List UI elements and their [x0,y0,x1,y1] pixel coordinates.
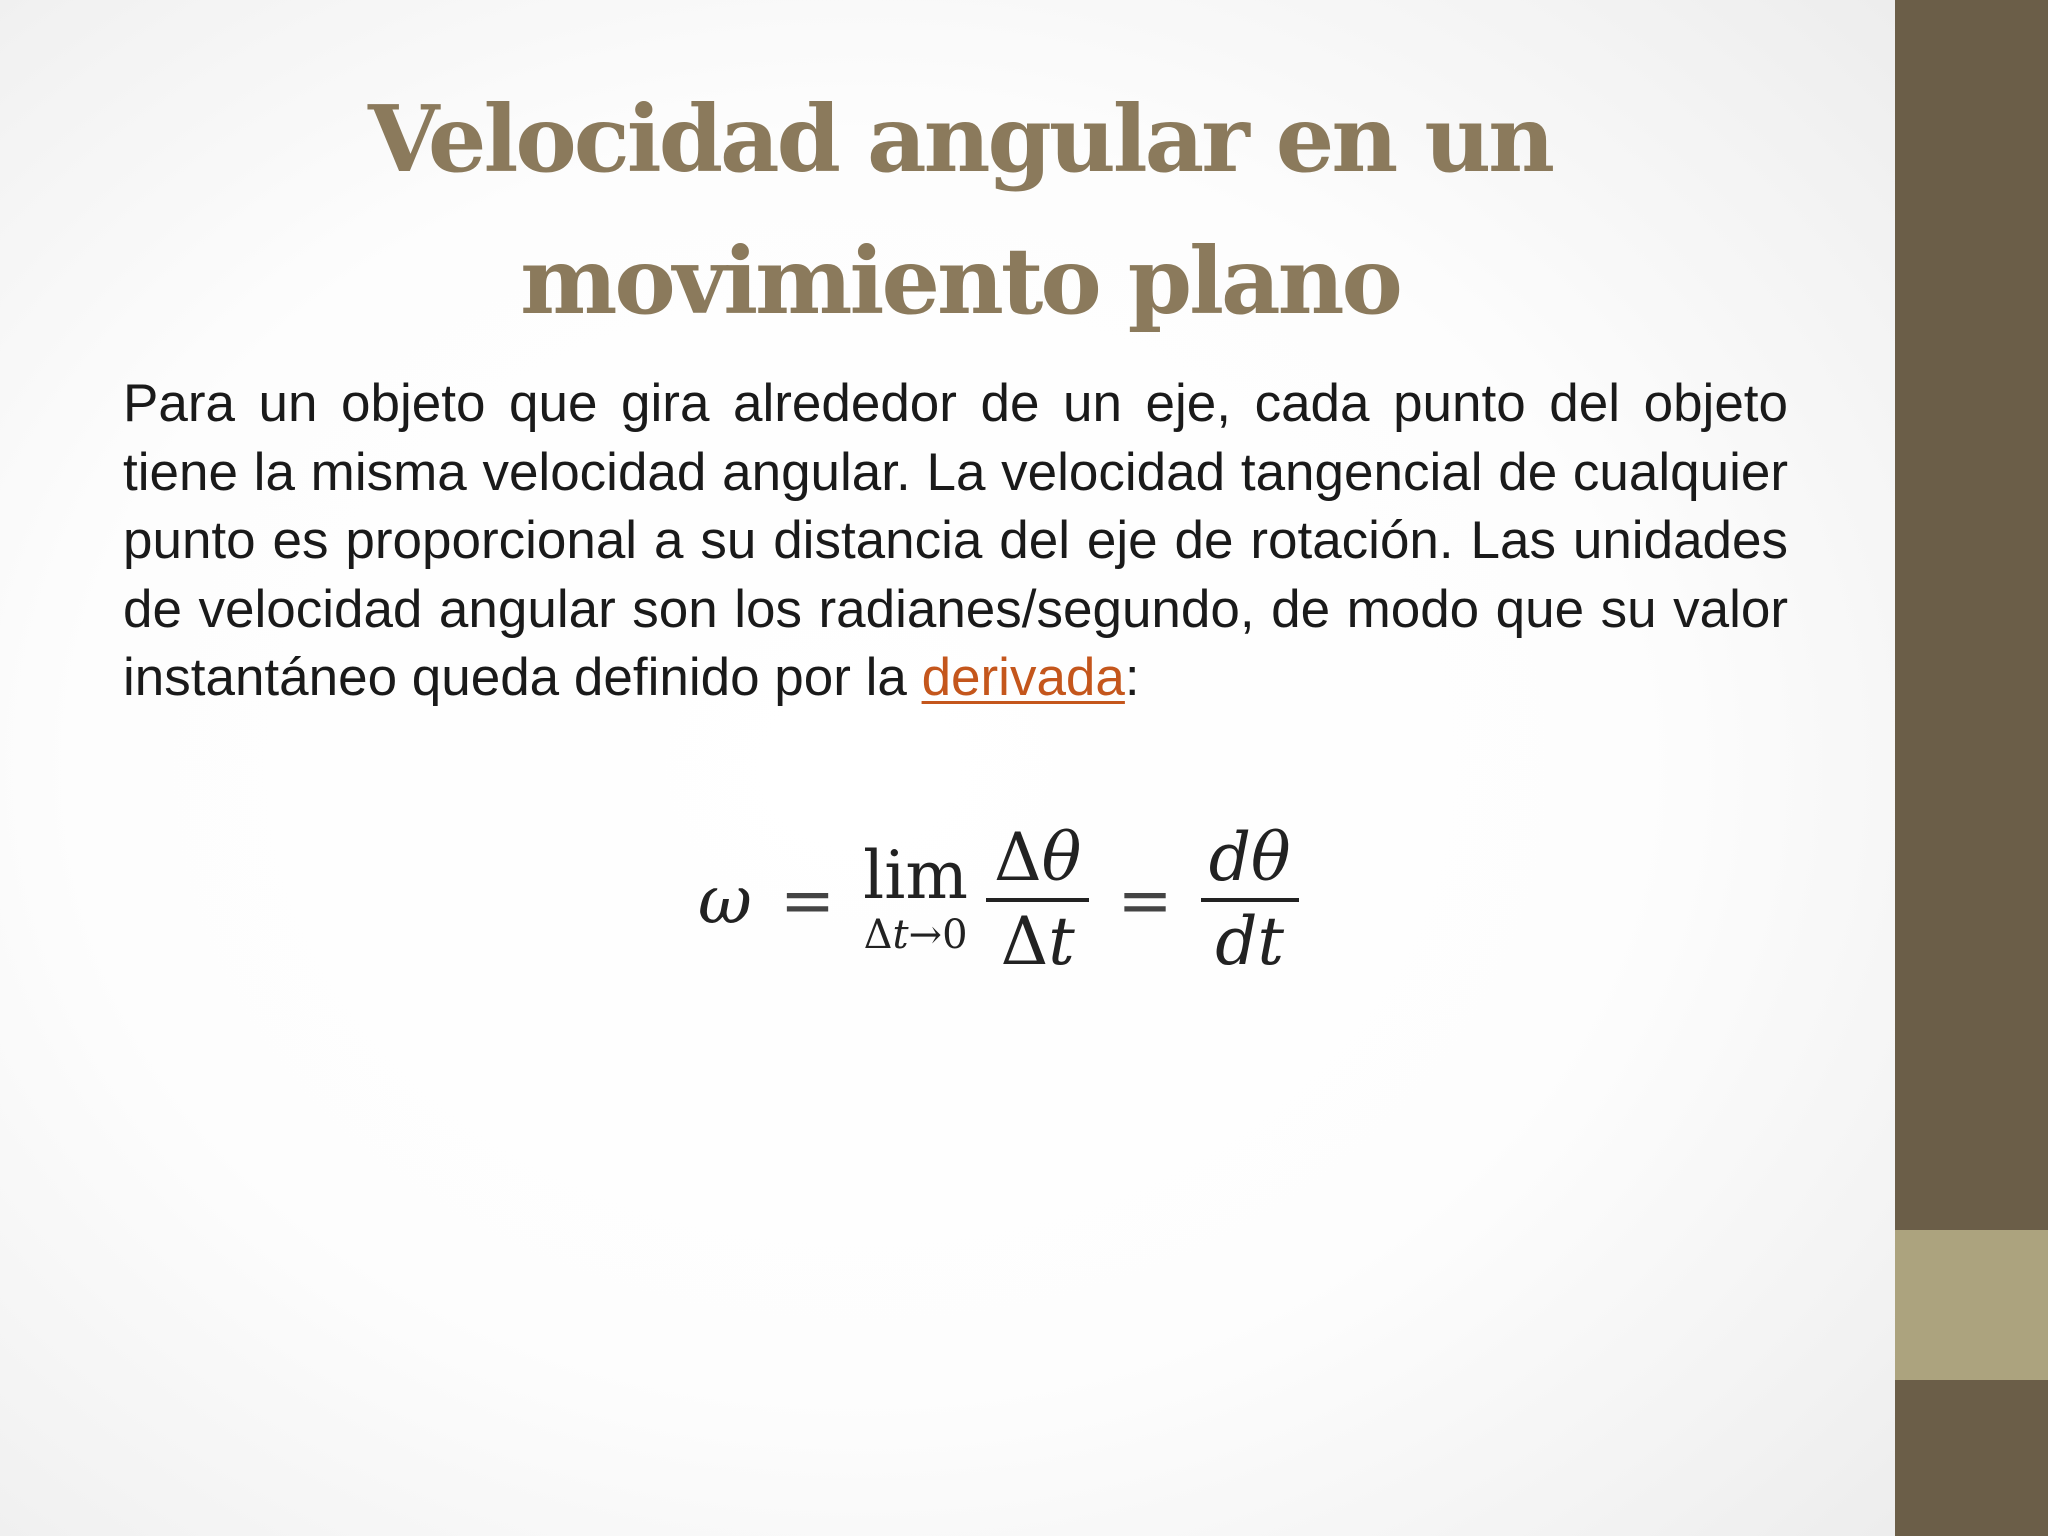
side-accent-decoration [1895,1230,2048,1380]
slide-title-line-1: Velocidad angular en un [367,85,1553,193]
formula-fraction-derivative-denominator: dt [1215,903,1285,980]
formula-equals-2: = [1117,861,1173,939]
body-paragraph [123,370,1788,713]
slide-title [130,68,1790,352]
formula-fraction-delta [986,818,1089,982]
formula-limit [863,837,968,959]
formula-fraction-delta-numerator: Δθ [993,819,1082,896]
formula-omega: ω [698,861,752,939]
body-text: Para un objeto que gira alrededor de un eje, cada punto del objeto tiene la misma velocidad angular. La velocidad tangencial de cualquier punto es proporcional a su distancia del eje de rotación. Las unidades de velocidad angular son los radianes/segundo, de modo que su valor instantáneo queda definido por la [123,374,1788,707]
formula-fraction-derivative [1201,818,1299,982]
formula-lim-subscript: Δt→0 [863,912,968,958]
derivada-link[interactable]: derivada [921,648,1125,707]
body-text-end: : [1124,648,1140,707]
formula-equals-1: = [779,861,836,939]
formula-fraction-derivative-numerator: dθ [1208,819,1291,896]
angular-velocity-formula [698,800,1299,1000]
slide-title-line-2: movimiento plano [520,227,1400,335]
formula-lim-word: lim [863,837,968,914]
formula-fraction-delta-denominator: Δt [1000,903,1075,980]
